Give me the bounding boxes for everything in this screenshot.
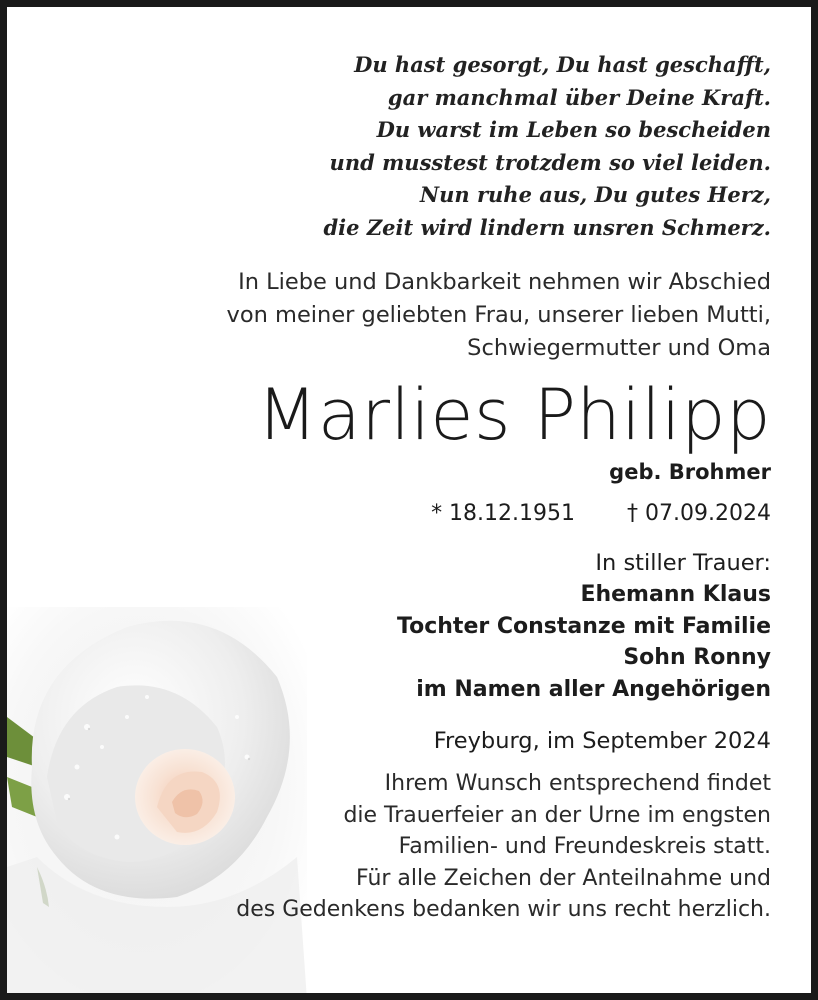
closing-line: Für alle Zeichen der Anteilnahme und (356, 865, 771, 891)
mourners-list (131, 579, 771, 705)
deceased-name: Marlies Philipp (256, 374, 771, 456)
closing-line: Ihrem Wunsch entsprechend findet (384, 771, 771, 796)
mourner: im Namen aller Angehörigen (416, 676, 771, 702)
mourner: Sohn Ronny (623, 645, 771, 670)
poem (131, 49, 771, 244)
farewell-intro (131, 266, 771, 365)
poem-line: und musstest trotzdem so viel leiden. (329, 149, 771, 175)
maiden-name: geb. Brohmer (609, 460, 771, 484)
birth-date: * 18.12.1951 (431, 501, 576, 526)
place-and-date: Freyburg, im September 2024 (433, 728, 771, 754)
poem-line: die Zeit wird lindern unsren Schmerz. (323, 214, 771, 240)
intro-line: In Liebe und Dankbarkeit nehmen wir Abschied (238, 269, 771, 295)
closing-line: des Gedenkens bedanken wir uns recht herzlich. (236, 897, 771, 922)
poem-line: Nun ruhe aus, Du gutes Herz, (419, 182, 771, 207)
poem-line: gar manchmal über Deine Kraft. (387, 84, 771, 110)
death-date: † 07.09.2024 (627, 501, 771, 526)
poem-line: Du warst im Leben so bescheiden (376, 117, 771, 142)
mourner: Ehemann Klaus (580, 582, 771, 607)
poem-line: Du hast gesorgt, Du hast geschafft, (354, 52, 771, 77)
closing-note (131, 768, 771, 926)
notice-text (131, 49, 771, 926)
intro-line: Schwiegermutter und Oma (467, 335, 771, 361)
closing-line: die Trauerfeier an der Urne im engsten (343, 802, 771, 828)
mourner: Tochter Constanze mit Familie (397, 613, 771, 639)
mourning-label: In stiller Trauer: (595, 550, 771, 576)
life-dates (131, 498, 771, 530)
closing-line: Familien- und Freundeskreis statt. (398, 834, 771, 859)
intro-line: von meiner geliebten Frau, unserer lieben Mutti, (226, 302, 771, 328)
